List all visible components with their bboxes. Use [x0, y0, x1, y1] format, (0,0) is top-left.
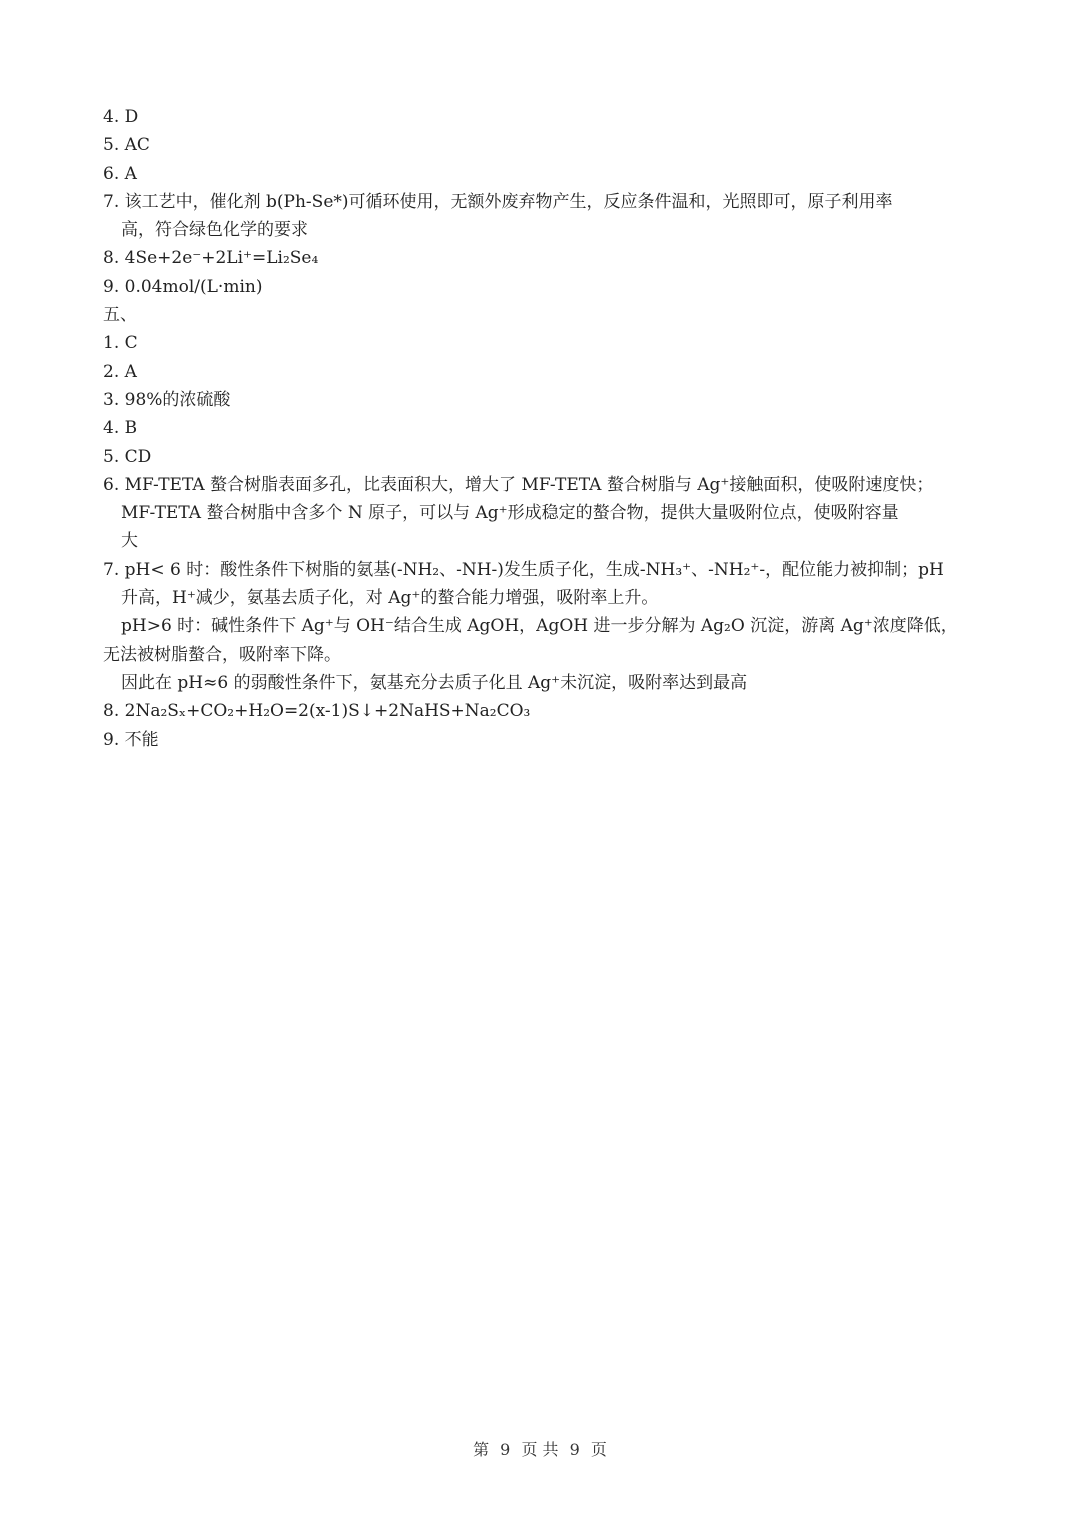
answer-line: 4. B: [103, 418, 138, 439]
section-heading: 五、: [103, 305, 137, 326]
answer-line: 6. MF-TETA 螯合树脂表面多孔，比表面积大，增大了 MF-TETA 螯合树脂与 Ag⁺接触面积，使吸附速度快；: [103, 474, 934, 495]
answer-line: 9. 不能: [103, 729, 159, 750]
footer-suffix: 页: [590, 1440, 607, 1459]
answer-content: [0, 103, 1080, 754]
answer-line-continuation: 因此在 pH≈6 的弱酸性条件下，氨基充分去质子化且 Ag⁺未沉淀，吸附率达到最高: [121, 672, 748, 693]
answer-line: 7. pH< 6 时：酸性条件下树脂的氨基(-NH₂、-NH-)发生质子化，生成-NH₃⁺、-NH₂⁺-，配位能力被抑制；pH: [103, 559, 944, 580]
answer-line-continuation: MF-TETA 螯合树脂中含多个 N 原子，可以与 Ag⁺形成稳定的螯合物，提供大量吸附位点，使吸附容量: [121, 503, 899, 524]
answer-line: 5. CD: [103, 446, 152, 467]
answer-line: 9. 0.04mol/(L·min): [103, 276, 263, 297]
answer-line: 7. 该工艺中，催化剂 b(Ph-Se*)可循环使用，无额外废弃物产生，反应条件温和，光照即可，原子利用率: [103, 191, 893, 212]
answer-line: 5. AC: [103, 135, 150, 156]
answer-line: 6. A: [103, 163, 137, 184]
answer-line-continuation: 高，符合绿色化学的要求: [121, 220, 308, 241]
answer-line: 2. A: [103, 361, 137, 382]
answer-line-continuation: 无法被树脂螯合，吸附率下降。: [103, 644, 341, 665]
footer-middle: 页 共: [521, 1440, 559, 1459]
page-footer: [0, 1437, 1080, 1460]
footer-prefix: 第: [473, 1440, 490, 1459]
answer-line-continuation: 升高，H⁺减少，氨基去质子化，对 Ag⁺的螯合能力增强，吸附率上升。: [121, 588, 659, 609]
footer-page-number: 9: [500, 1440, 511, 1459]
answer-line: 8. 4Se+2e⁻+2Li⁺=Li₂Se₄: [103, 248, 319, 269]
answer-line: 8. 2Na₂Sₓ+CO₂+H₂O=2(x-1)S↓+2NaHS+Na₂CO₃: [103, 701, 531, 722]
answer-line-continuation: pH>6 时：碱性条件下 Ag⁺与 OH⁻结合生成 AgOH，AgOH 进一步分解为 Ag₂O 沉淀，游离 Ag⁺浓度降低，: [121, 616, 958, 637]
answer-line: 1. C: [103, 333, 138, 354]
answer-line-continuation: 大: [121, 531, 138, 552]
footer-total-pages: 9: [569, 1440, 580, 1459]
answer-line: 3. 98%的浓硫酸: [103, 389, 231, 410]
answer-line: 4. D: [103, 107, 139, 127]
